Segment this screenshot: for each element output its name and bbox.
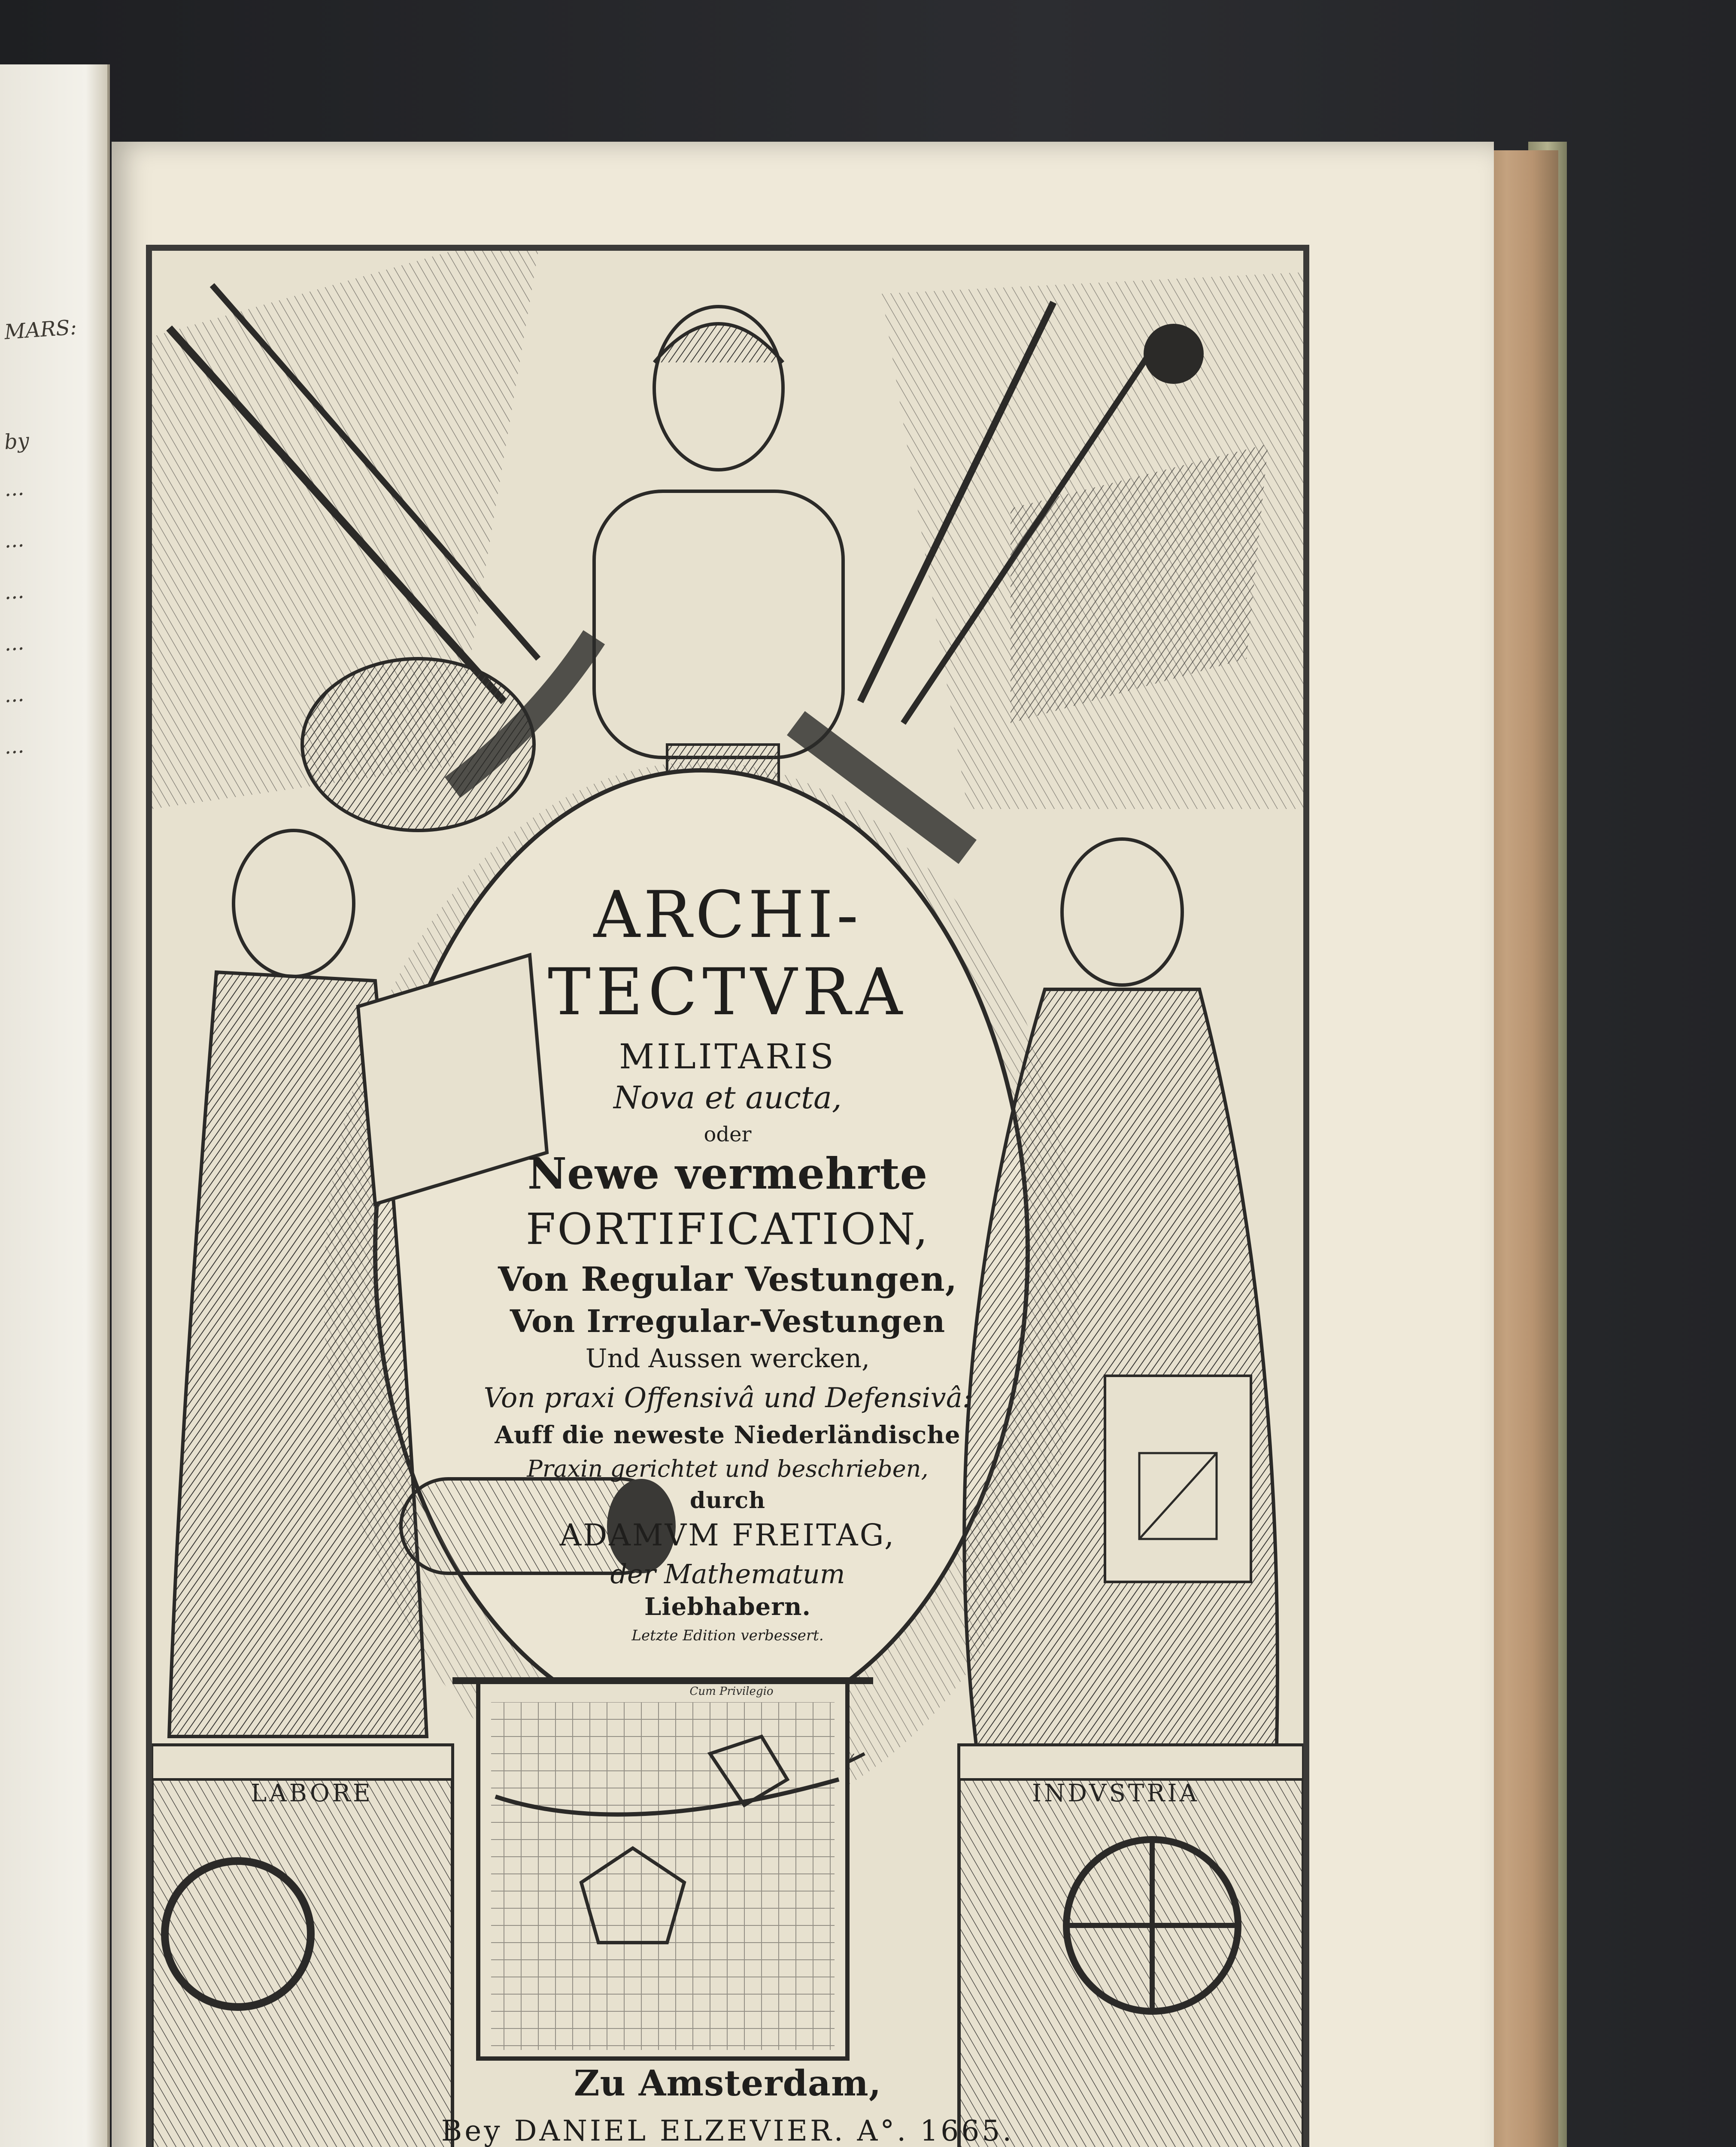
title-line: Auff die neweste Niederländische [495,1421,961,1449]
title-line: ARCHI- [593,878,862,952]
title-line: FORTIFICATION, [525,1204,930,1254]
title-line: TECTVRA [548,955,907,1030]
author-name: ADAMVM FREITAG, [559,1517,896,1553]
handwritten-note: ... [3,630,25,656]
engraved-plate [146,245,1309,2147]
handwritten-note: ... [3,579,25,605]
title-line: MILITARIS [619,1037,836,1077]
title-line: der Mathematum [610,1558,845,1590]
title-line: Praxin gerichtet und beschrieben, [527,1455,929,1482]
title-line: Und Aussen wercken, [585,1344,870,1374]
title-line: Von Regular Vestungen, [498,1260,957,1299]
handwritten-note: ... [3,733,25,759]
title-line: Von praxi Offensivâ und Defensivâ: [483,1382,972,1414]
handwritten-note: ... [3,527,25,553]
facing-page [0,64,110,2147]
fortress-map [452,1681,873,2059]
imprint-publisher: Bey DANIEL ELZEVIER. A°. 1665. [441,2114,1014,2147]
title-line: Von Irregular-Vestungen [510,1303,946,1339]
handwritten-note: by [3,429,30,454]
title-line: Newe vermehrte [527,1148,928,1199]
title-line: durch [689,1487,766,1514]
title-line: Nova et aucta, [613,1080,842,1116]
map-caption: Cum Privilegio [689,1685,774,1698]
handwritten-note: ... [3,476,25,502]
pedestal-label-left: LABORE [251,1779,373,1807]
edition-note: Letzte Edition verbessert. [631,1627,824,1644]
title-line: Liebhabern. [644,1593,811,1621]
pedestal-label-right: INDVSTRIA [1032,1779,1199,1807]
title-line: oder [704,1122,752,1146]
handwritten-note: MARS: [3,315,78,344]
handwritten-note: ... [3,682,25,708]
imprint-place: Zu Amsterdam, [574,2063,882,2104]
engraving-illustration [152,251,1303,2147]
